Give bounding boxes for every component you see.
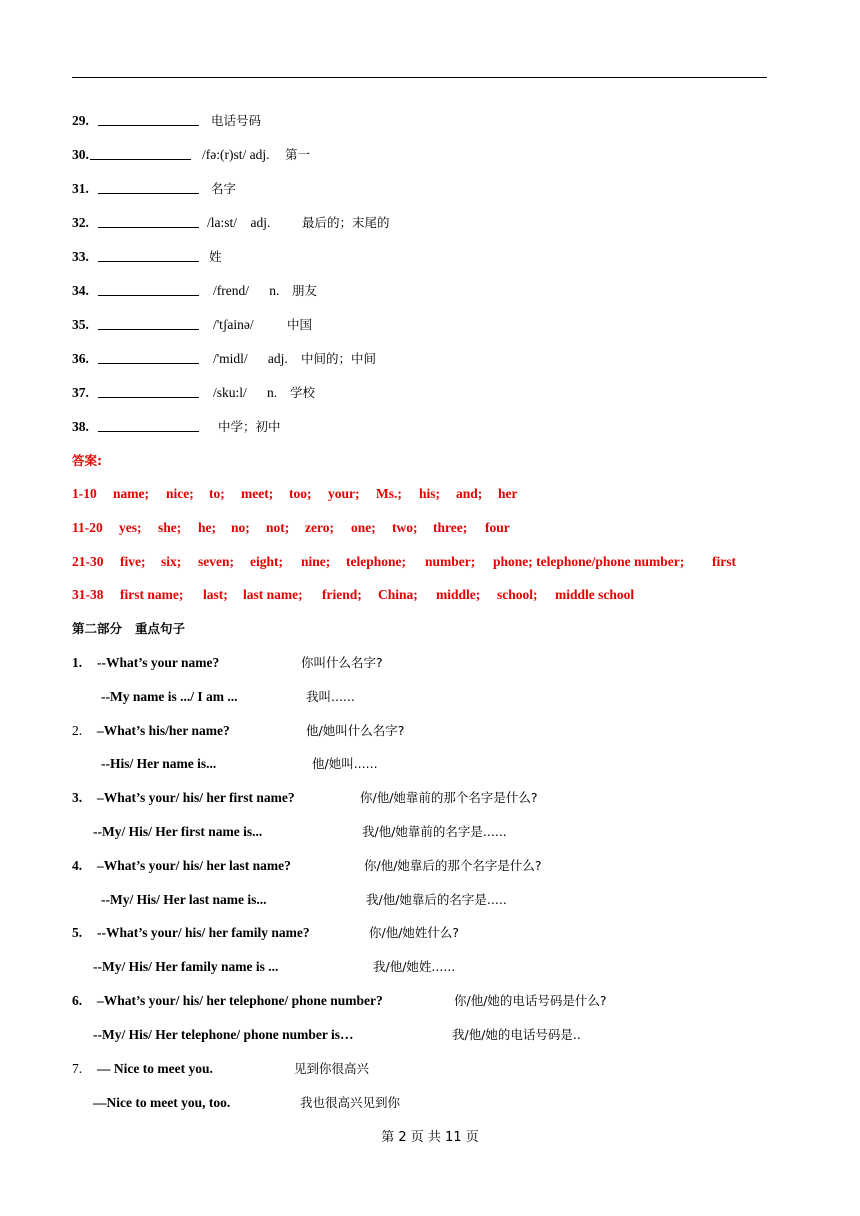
sentence-english: — Nice to meet you. (97, 1061, 213, 1076)
vocab-number: 36. (72, 351, 89, 366)
vocab-phonetic: /fə:(r)st/ adj. (202, 147, 270, 162)
answers-range: 1-10 (72, 486, 97, 501)
answer-blank (98, 125, 199, 126)
answer-word: to; (209, 486, 225, 501)
answers-label: 答案: (72, 453, 102, 468)
answer-word: name; (113, 486, 149, 501)
sentence-number: 1. (72, 655, 83, 670)
sentence-number: 3. (72, 790, 83, 805)
answer-word: eight; (250, 554, 283, 569)
sentence-english: --My/ His/ Her telephone/ phone number is… (93, 1027, 354, 1042)
sentence-chinese: 我/他/她姓...... (373, 959, 456, 974)
vocab-chinese: 中间的；中间 (301, 351, 377, 366)
vocab-number: 32. (72, 215, 89, 230)
sentence-chinese: 见到你很高兴 (294, 1061, 370, 1076)
answers-range: 11-20 (72, 520, 103, 535)
vocab-phonetic: /la:st/ adj. (207, 215, 271, 230)
answer-word: too; (289, 486, 312, 501)
answer-word: middle school (555, 587, 635, 602)
sentence-chinese: 我/他/她靠前的名字是...... (362, 824, 507, 839)
sentence-number: 6. (72, 993, 83, 1008)
answer-word: nine; (301, 554, 331, 569)
answer-word: two; (392, 520, 418, 535)
answer-word: five; (120, 554, 146, 569)
answer-word: three; (433, 520, 468, 535)
answer-word: no; (231, 520, 250, 535)
answer-word: four (485, 520, 510, 535)
answer-word: yes; (119, 520, 142, 535)
vocab-chinese: 中学；初中 (218, 419, 281, 434)
sentence-english: –What’s your/ his/ her last name? (97, 858, 291, 873)
sentence-number: 4. (72, 858, 83, 873)
sentence-english: --What’s your/ his/ her family name? (97, 925, 310, 940)
vocab-chinese: 朋友 (292, 283, 318, 298)
answer-word: her (498, 486, 518, 501)
answer-word: six; (161, 554, 182, 569)
answer-word: she; (158, 520, 182, 535)
sentence-chinese: 你叫什么名字? (301, 655, 383, 670)
sentence-english: --What’s your name? (97, 655, 220, 670)
vocab-number: 34. (72, 283, 89, 298)
answer-word: Ms.; (376, 486, 402, 501)
answer-word: middle; (436, 587, 481, 602)
sentence-chinese: 我也很高兴见到你 (300, 1095, 401, 1110)
sentence-chinese: 我/他/她靠后的名字是..... (366, 892, 507, 907)
answer-blank (98, 261, 199, 262)
sentence-english: --His/ Her name is... (101, 756, 217, 771)
page-footer: 第 2 页 共 11 页 (381, 1130, 479, 1145)
answer-word: first (712, 554, 736, 569)
vocab-chinese: 第一 (285, 147, 311, 162)
answer-word: China; (378, 587, 418, 602)
sentence-english: --My/ His/ Her family name is ... (93, 959, 279, 974)
vocab-chinese: 姓 (209, 249, 222, 264)
answer-blank (98, 363, 199, 364)
vocab-number: 31. (72, 181, 89, 196)
answer-word: last; (203, 587, 228, 602)
vocab-number: 35. (72, 317, 89, 332)
vocab-chinese: 名字 (211, 181, 237, 196)
answer-word: not; (266, 520, 290, 535)
sentence-english: –What’s his/her name? (97, 723, 230, 738)
sentence-chinese: 他/她叫...... (312, 756, 378, 771)
vocab-phonetic: /'midl/ adj. (213, 351, 288, 366)
sentence-chinese: 你/他/她靠前的那个名字是什么? (360, 790, 538, 805)
sentence-english: --My/ His/ Her last name is... (101, 892, 267, 907)
answer-word: and; (456, 486, 483, 501)
answer-word: meet; (241, 486, 274, 501)
sentence-chinese: 我叫...... (306, 689, 355, 704)
answers-range: 21-30 (72, 554, 104, 569)
vocab-chinese: 学校 (290, 385, 316, 400)
answer-blank (98, 227, 199, 228)
vocab-number: 33. (72, 249, 89, 264)
answer-word: his; (419, 486, 441, 501)
sentence-chinese: 你/他/她的电话号码是什么? (454, 993, 607, 1008)
answer-word: one; (351, 520, 376, 535)
answer-blank (98, 193, 199, 194)
answer-word: nice; (166, 486, 194, 501)
answer-blank (98, 295, 199, 296)
sentence-english: –What’s your/ his/ her first name? (97, 790, 295, 805)
answer-word: first name; (120, 587, 184, 602)
answer-word: last name; (243, 587, 303, 602)
sentence-number: 7. (72, 1061, 83, 1076)
answer-word: he; (198, 520, 216, 535)
vocab-phonetic: /'tʃainə/ (213, 317, 254, 332)
sentence-english: --My/ His/ Her first name is... (93, 824, 263, 839)
answer-word: telephone; (346, 554, 406, 569)
vocab-phonetic: /frend/ n. (213, 283, 280, 298)
answer-word: number; (425, 554, 476, 569)
vocab-number: 38. (72, 419, 89, 434)
vocab-number: 30. (72, 147, 89, 162)
header-rule (72, 77, 767, 78)
answers-range: 31-38 (72, 587, 104, 602)
answer-word: phone; telephone/phone number; (493, 554, 685, 569)
answer-word: seven; (198, 554, 234, 569)
sentence-english: --My name is .../ I am ... (101, 689, 238, 704)
sentence-english: –What’s your/ his/ her telephone/ phone number? (97, 993, 383, 1008)
vocab-chinese: 中国 (287, 317, 313, 332)
sentence-chinese: 你/他/她靠后的那个名字是什么? (364, 858, 542, 873)
vocab-chinese: 最后的；末尾的 (302, 215, 390, 230)
answer-blank (98, 329, 199, 330)
vocab-number: 29. (72, 113, 89, 128)
sentence-chinese: 他/她叫什么名字? (306, 723, 405, 738)
answer-word: your; (328, 486, 360, 501)
vocab-chinese: 电话号码 (211, 113, 262, 128)
sentence-chinese: 我/他/她的电话号码是.. (452, 1027, 581, 1042)
answer-blank (90, 159, 191, 160)
answer-blank (98, 431, 199, 432)
sentence-chinese: 你/他/她姓什么? (369, 925, 460, 940)
vocab-number: 37. (72, 385, 89, 400)
sentence-english: —Nice to meet you, too. (93, 1095, 231, 1110)
answer-word: school; (497, 587, 538, 602)
answer-blank (98, 397, 199, 398)
answer-word: friend; (322, 587, 362, 602)
sentence-number: 2. (72, 723, 83, 738)
answer-word: zero; (305, 520, 334, 535)
vocab-phonetic: /sku:l/ n. (213, 385, 278, 400)
section-title: 第二部分 重点句子 (72, 621, 186, 636)
sentence-number: 5. (72, 925, 83, 940)
